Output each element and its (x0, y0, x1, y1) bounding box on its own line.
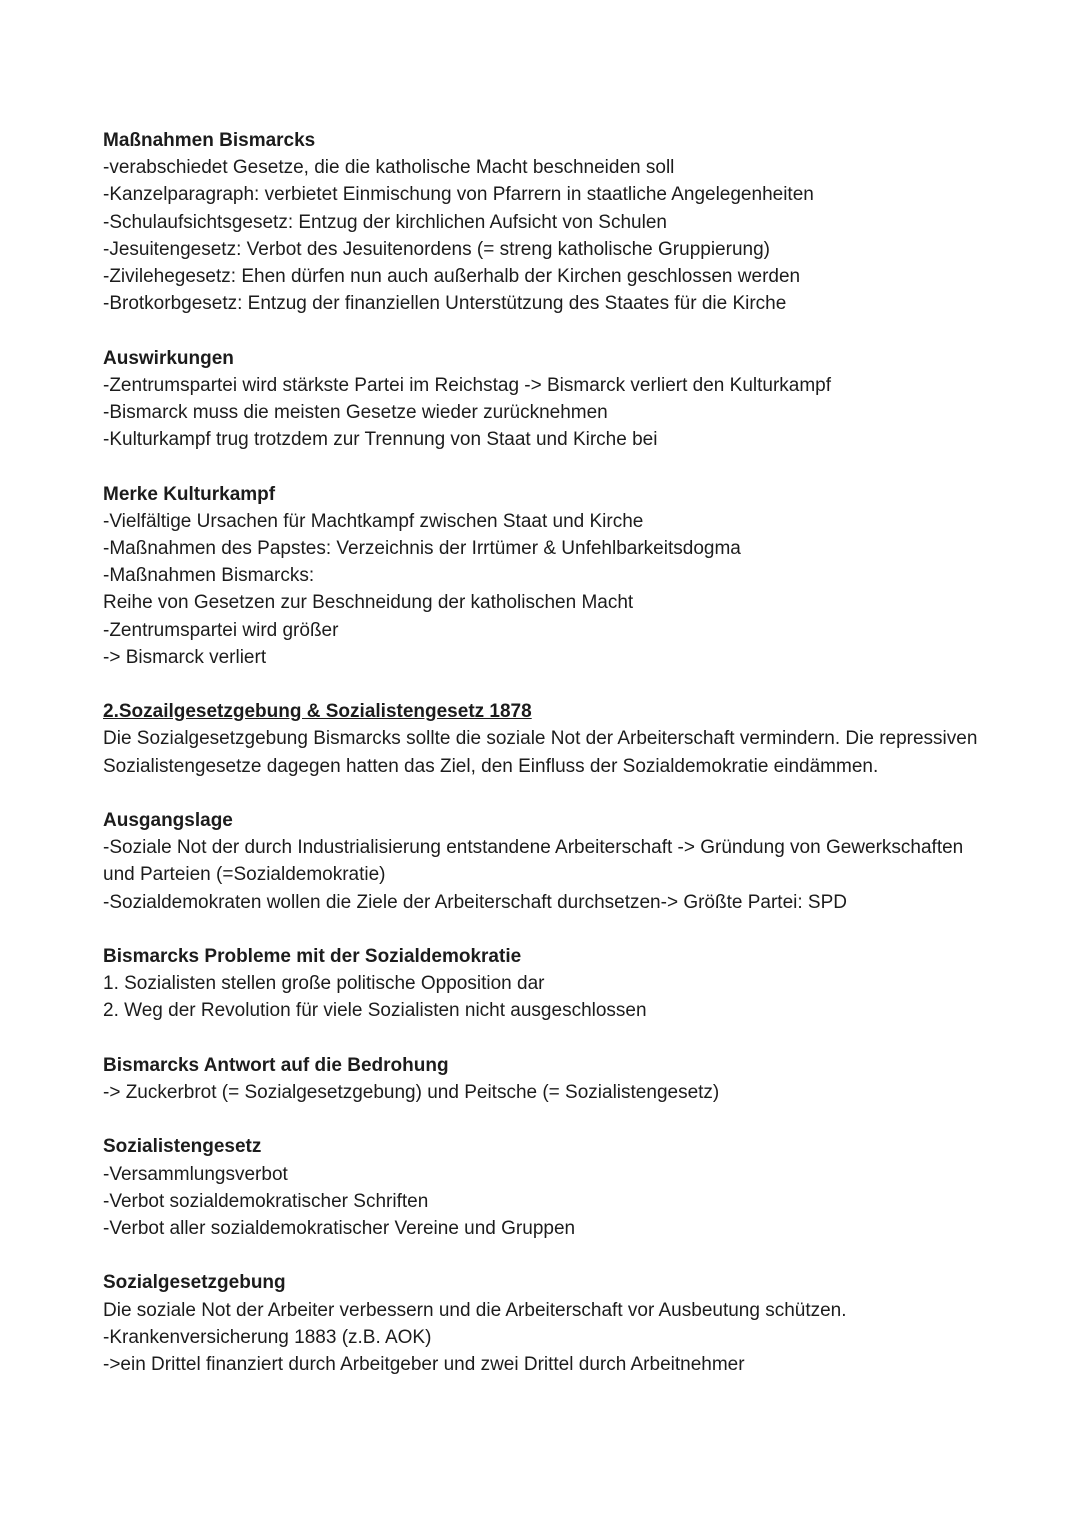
section-heading: Bismarcks Antwort auf die Bedrohung (103, 1054, 449, 1076)
section-antwort (103, 1052, 983, 1106)
section-sozialgesetzgebung-chapter (103, 698, 983, 780)
intro-paragraph: Die Sozialgesetzgebung Bismarcks sollte die soziale Not der Arbeiterschaft vermindern. Die repressiven Sozialistengesetze dagegen hatten das Ziel, den Einfluss der Sozialdemokratie eindämmen. (103, 728, 978, 777)
list-item: -Zentrumspartei wird stärkste Partei im Reichstag -> Bismarck verliert den Kulturkampf (103, 374, 832, 396)
section-merke-kulturkampf (103, 481, 983, 671)
list-item: -Jesuitengesetz: Verbot des Jesuitenordens (= streng katholische Gruppierung) (103, 238, 770, 260)
section-auswirkungen (103, 345, 983, 454)
list-item: -Bismarck muss die meisten Gesetze wieder zurücknehmen (103, 402, 608, 424)
list-item: -Verbot sozialdemokratischer Schriften (103, 1190, 429, 1212)
section-heading: Ausgangslage (103, 810, 233, 832)
list-item: -Krankenversicherung 1883 (z.B. AOK) (103, 1326, 432, 1348)
section-heading: Merke Kulturkampf (103, 483, 276, 505)
chapter-title: 2.Sozailgesetzgebung & Sozialistengesetz 1878 (103, 701, 532, 723)
list-item: -Zentrumspartei wird größer (103, 619, 339, 641)
list-item: 2. Weg der Revolution für viele Sozialisten nicht ausgeschlossen (103, 1000, 647, 1022)
section-heading: Maßnahmen Bismarcks (103, 130, 316, 151)
list-item: -Kanzelparagraph: verbietet Einmischung von Pfarrern in staatliche Angelegenheiten (103, 184, 814, 206)
section-heading: Bismarcks Probleme mit der Sozialdemokratie (103, 946, 522, 968)
list-item: -> Bismarck verliert (103, 646, 267, 668)
list-item: -Schulaufsichtsgesetz: Entzug der kirchlichen Aufsicht von Schulen (103, 211, 667, 233)
section-heading: Sozialgesetzgebung (103, 1272, 286, 1294)
list-item: -Vielfältige Ursachen für Machtkampf zwischen Staat und Kirche (103, 510, 644, 532)
list-item: ->ein Drittel finanziert durch Arbeitgeber und zwei Drittel durch Arbeitnehmer (103, 1354, 745, 1376)
list-item: -Brotkorbgesetz: Entzug der finanziellen Unterstützung des Staates für die Kirche (103, 293, 787, 315)
list-item: -Kulturkampf trug trotzdem zur Trennung von Staat und Kirche bei (103, 429, 658, 451)
section-heading: Sozialistengesetz (103, 1136, 262, 1158)
list-item: -verabschiedet Gesetze, die die katholische Macht beschneiden soll (103, 157, 675, 179)
section-probleme (103, 943, 983, 1025)
list-item: -Maßnahmen des Papstes: Verzeichnis der Irrtümer & Unfehlbarkeitsdogma (103, 538, 741, 560)
list-item: -Zivilehegesetz: Ehen dürfen nun auch außerhalb der Kirchen geschlossen werden (103, 266, 801, 288)
section-heading: Auswirkungen (103, 347, 234, 369)
section-sozialistengesetz (103, 1133, 983, 1242)
section-massnahmen-bismarcks (103, 127, 983, 317)
list-item: -Versammlungsverbot (103, 1163, 288, 1185)
list-item: -Soziale Not der durch Industrialisierung entstandene Arbeiterschaft -> Gründung von Gewerkschaften und Parteien (=Sozialdemokratie) (103, 837, 964, 886)
list-item: 1. Sozialisten stellen große politische Opposition dar (103, 973, 545, 995)
list-item: Reihe von Gesetzen zur Beschneidung der katholischen Macht (103, 592, 634, 614)
section-sozialgesetzgebung (103, 1269, 983, 1378)
list-item: -Sozialdemokraten wollen die Ziele der Arbeiterschaft durchsetzen-> Größte Partei: SPD (103, 891, 847, 913)
list-item: -> Zuckerbrot (= Sozialgesetzgebung) und Peitsche (= Sozialistengesetz) (103, 1082, 720, 1104)
section-ausgangslage (103, 807, 983, 916)
list-item: -Maßnahmen Bismarcks: (103, 565, 315, 587)
list-item: Die soziale Not der Arbeiter verbessern und die Arbeiterschaft vor Ausbeutung schützen. (103, 1299, 847, 1321)
list-item: -Verbot aller sozialdemokratischer Vereine und Gruppen (103, 1218, 576, 1240)
document-page (103, 127, 983, 1405)
